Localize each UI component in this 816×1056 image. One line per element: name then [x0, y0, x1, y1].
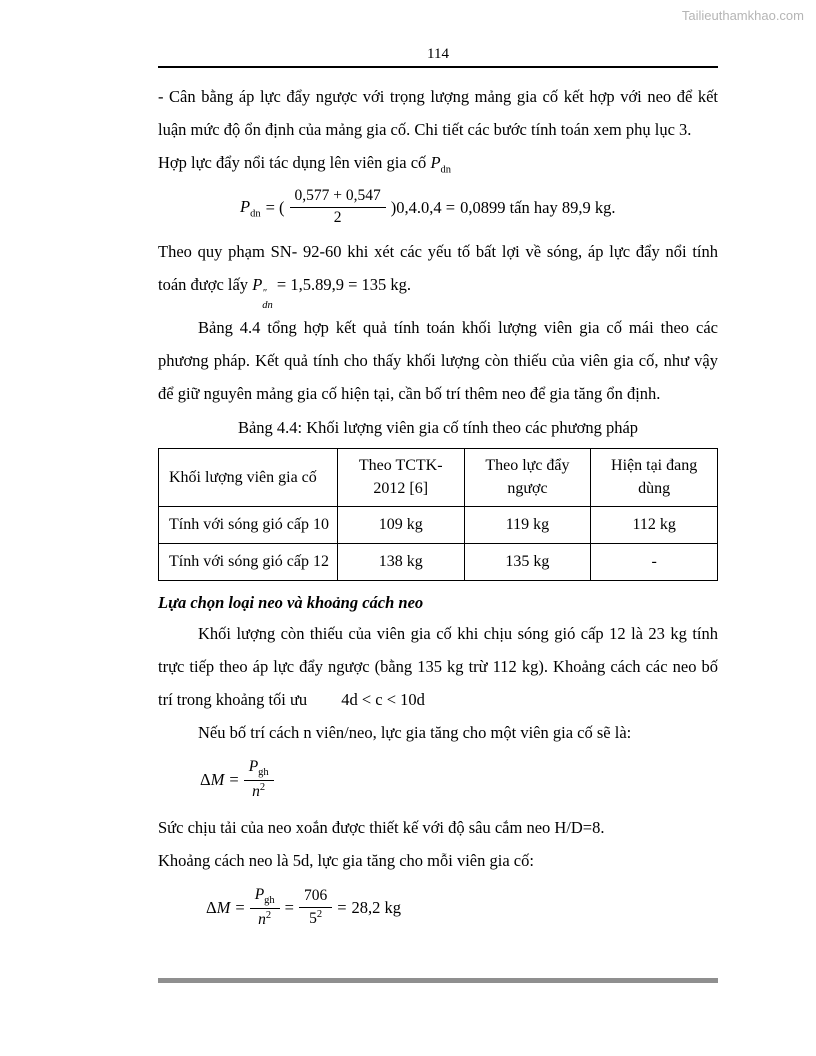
math-scripts: [262, 288, 273, 311]
section-heading-anchor-choice: Lựa chọn loại neo và khoảng cách neo: [158, 592, 424, 612]
paragraph-text: Khối lượng còn thiếu của viên gia cố khi chịu sóng gió cấp 12 là 23 kg tính trực tiếp theo áp lực đẩy ngược (bằng 135 kg trừ 112 kg). Khoảng cách các neo bố trí trong khoảng tối ưu: [158, 623, 718, 709]
table-header: Hiện tại đang dùng: [591, 449, 718, 506]
header-rule: [158, 66, 718, 68]
formula-equals: =: [229, 769, 239, 789]
fraction: [250, 885, 280, 931]
table-cell: 135 kg: [464, 543, 591, 580]
fraction-denominator: $5^2$: [309, 909, 323, 928]
watermark: Tailieuthamkhao.com: [681, 8, 804, 23]
formula-delta-m-result: [206, 885, 718, 931]
fraction-denominator: $n^2$: [258, 910, 272, 929]
table-caption: Bảng 4.4: Khối lượng viên gia cố tính theo các phương pháp: [237, 418, 639, 438]
table-row: [159, 506, 718, 543]
table-cell: 112 kg: [591, 506, 718, 543]
paragraph-buoyancy-intro: [158, 146, 718, 180]
table-header-row: [159, 449, 718, 506]
formula-delta-m: [200, 757, 718, 803]
formula-equals: =: [235, 898, 245, 918]
paragraph-missing-mass: [158, 617, 718, 716]
table-header: Theo lực đẩy ngược: [464, 449, 591, 506]
formula-result: 28,2 kg: [351, 898, 402, 918]
formula-equals: =: [337, 898, 347, 918]
formula-lhs: ΔM: [206, 898, 231, 918]
spacing-range: 4d < c < 10d: [341, 689, 425, 709]
formula-lhs: ΔM: [200, 769, 225, 789]
paragraph-sn9260: [158, 235, 718, 311]
math-subscript: dn: [440, 164, 452, 176]
paragraph-text: = 1,5.89,9 = 135 kg.: [272, 275, 412, 295]
table-cell: Tính với sóng gió cấp 10: [159, 506, 338, 543]
fraction: [299, 886, 332, 930]
footer-rule: [158, 978, 718, 983]
paragraph-anchor-distance: Khoảng cách neo là 5d, lực gia tăng cho mỗi viên gia cố:: [158, 850, 534, 870]
formula-lhs: $P_{dn}$: [240, 196, 261, 219]
table-row: [159, 543, 718, 580]
fraction: [290, 186, 386, 229]
mass-comparison-table: [158, 448, 718, 580]
paragraph-table-summary: Bảng 4.4 tổng hợp kết quả tính toán khối lượng viên gia cố mái theo các phương pháp. Kết quả tính cho thấy khối lượng còn thiếu của viên gia cố, như vậy để giữ nguyên mảng gia cố hiện tại, cần bố trí thêm neo để gia tăng ổn định.: [158, 318, 718, 404]
fraction-denominator: 2: [333, 209, 342, 227]
paragraph-text: Hợp lực đẩy nổi tác dụng lên viên gia cố: [158, 153, 431, 172]
fraction-numerator: 706: [299, 886, 332, 908]
formula-equals: =: [284, 898, 294, 918]
math-var: P: [252, 275, 263, 295]
paragraph-screw-anchor: Sức chịu tải của neo xoắn được thiết kế với độ sâu cắm neo H/D=8.: [158, 817, 605, 837]
table-header: Theo TCTK-2012 [6]: [337, 449, 464, 506]
math-superscript: ″: [262, 288, 267, 300]
formula-result: 0,0899 tấn hay 89,9 kg.: [460, 197, 616, 217]
table-cell: 138 kg: [337, 543, 464, 580]
table-cell: 119 kg: [464, 506, 591, 543]
table-cell: Tính với sóng gió cấp 12: [159, 543, 338, 580]
formula-equals-open: = (: [265, 197, 285, 217]
formula-close: )0,4.0,4 =: [390, 197, 456, 217]
math-var: P: [430, 153, 441, 172]
formula-buoyancy: [240, 186, 718, 229]
page-number: 114: [427, 46, 449, 62]
page-body: [158, 46, 718, 935]
paragraph-text: Theo quy phạm SN- 92-60 khi xét các yếu tố bất lợi về sóng, áp lực đẩy nổi tính toán được lấy: [158, 242, 718, 295]
table-header: Khối lượng viên gia cố: [159, 449, 338, 506]
fraction: [244, 757, 274, 803]
fraction-numerator: $P_{gh}$: [250, 885, 280, 909]
fraction-denominator: $n^2$: [252, 781, 266, 801]
table-cell: 109 kg: [337, 506, 464, 543]
math-subscript: dn: [262, 299, 273, 311]
table-cell: -: [591, 543, 718, 580]
paragraph-anchor-layout: Nếu bố trí cách n viên/neo, lực gia tăng cho một viên gia cố sẽ là:: [198, 722, 632, 742]
paragraph-balance: - Cân bằng áp lực đẩy ngược với trọng lượng mảng gia cố kết hợp với neo để kết luận mức độ ổn định của mảng gia cố. Chi tiết các bước tính toán xem phụ lục 3.: [158, 87, 718, 139]
fraction-numerator: 0,577 + 0,547: [290, 186, 386, 208]
fraction-numerator: $P_{gh}$: [244, 757, 274, 781]
